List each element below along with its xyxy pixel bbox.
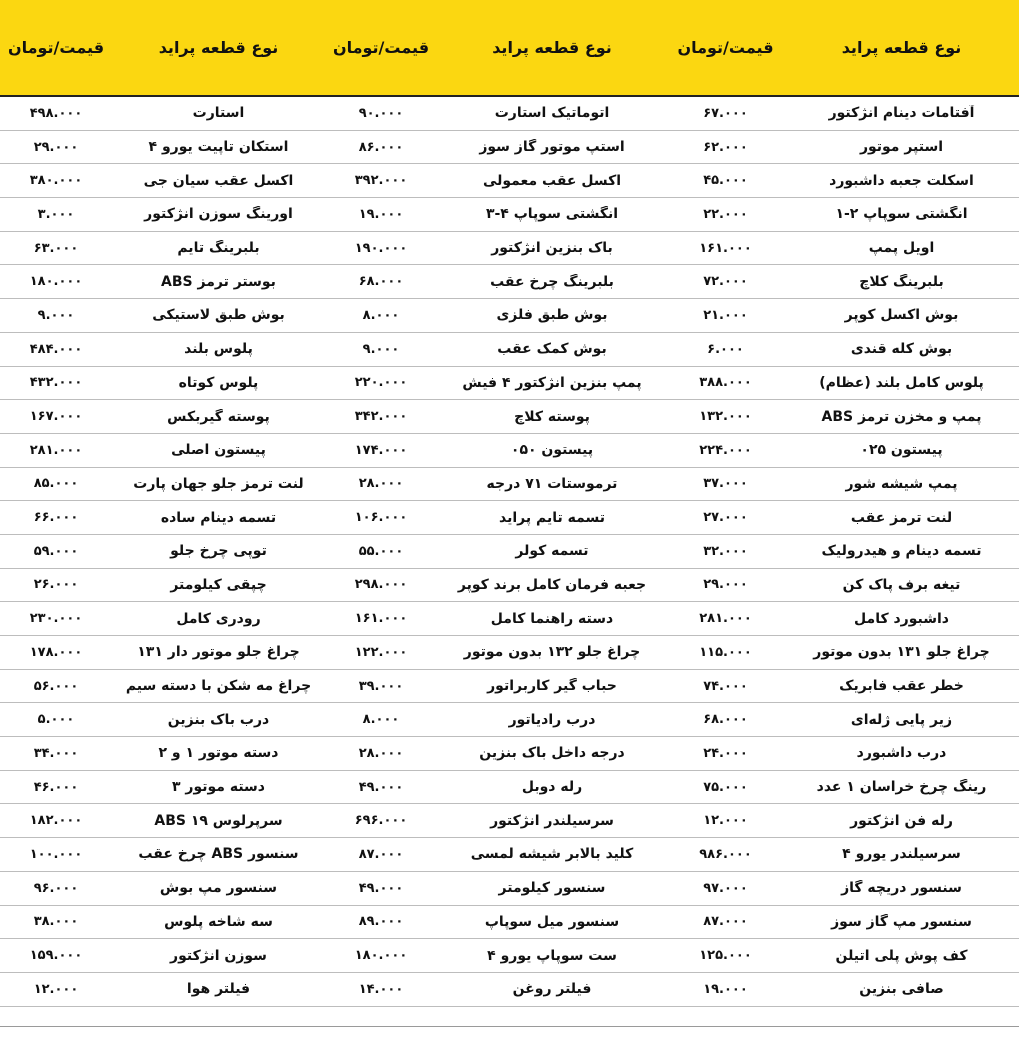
price-cell: ۲۹۸.۰۰۰ [354,577,408,593]
price-cell: ۳۹۲.۰۰۰ [354,173,408,189]
price-cell: ۴۹۸.۰۰۰ [29,105,83,121]
part-name-cell: بلبرینگ چرخ عقب [490,273,614,290]
part-name-cell: سنسور میل سوپاپ [484,913,620,930]
price-cell: ۲۲۰.۰۰۰ [354,375,408,391]
part-name-cell: چراغ مه شکن با دسته سیم [125,678,312,695]
part-name-cell: سنسور دریچه گاز [841,880,962,897]
part-name-cell: انگشتی سوپاپ ۴-۳ [485,206,619,223]
part-name-cell: استکان تاپیت یورو ۴ [148,139,289,156]
price-cell: ۶۸.۰۰۰ [358,274,404,290]
price-cell: ۱۹۰.۰۰۰ [354,240,408,256]
price-cell: ۹۸۶.۰۰۰ [699,846,752,862]
price-cell: ۸۶.۰۰۰ [358,139,404,155]
table-row [0,299,1019,333]
price-cell: ۳.۰۰۰ [37,206,75,222]
table-row [0,872,1019,906]
table-row [0,737,1019,771]
price-cell: ۱۹.۰۰۰ [703,981,748,997]
part-name-cell: پیستون ۰۵۰ [510,442,594,459]
table-row [0,97,1019,131]
price-cell: ۹.۰۰۰ [37,307,75,323]
part-name-cell: درب داشبورد [856,745,947,762]
table-row [0,434,1019,468]
price-cell: ۴۸۴.۰۰۰ [29,341,83,357]
part-name-cell: باک بنزین انژکتور [491,240,613,257]
part-name-cell: سنسور کیلومتر [498,880,606,897]
part-name-cell: اورینگ سوزن انژکتور [144,206,293,223]
part-name-cell: صافی بنزین [859,981,944,998]
part-name-cell: ترموستات ۷۱ درجه [486,475,618,492]
divider [0,1026,1019,1027]
table-row [0,333,1019,367]
price-cell: ۶۳.۰۰۰ [33,240,79,256]
price-cell: ۸.۰۰۰ [362,712,400,728]
part-name-cell: رینگ چرخ خراسان ۱ عدد [816,779,987,796]
price-cell: ۱۶۱.۰۰۰ [354,611,408,627]
part-name-cell: سرسیلندر انژکتور [490,812,614,829]
header-part-3: نوع قطعه پراید [158,38,279,57]
price-cell: ۱۸۰.۰۰۰ [354,948,408,964]
price-cell: ۲۹.۰۰۰ [703,577,748,593]
table-row [0,367,1019,401]
part-name-cell: توپی چرخ جلو [170,543,267,560]
price-cell: ۶.۰۰۰ [707,341,744,357]
part-name-cell: سه شاخه پلوس [164,913,273,930]
price-cell: ۹۰.۰۰۰ [358,105,404,121]
price-cell: ۶۷.۰۰۰ [703,105,748,121]
price-cell: ۲۸۱.۰۰۰ [29,442,83,458]
part-name-cell: تسمه کولر [515,543,589,560]
price-cell: ۳۴۲.۰۰۰ [354,409,408,425]
table-row [0,771,1019,805]
part-name-cell: رودری کامل [176,610,261,627]
price-cell: ۱۶۱.۰۰۰ [699,240,752,256]
part-name-cell: بوش طبق لاستیکی [152,307,285,324]
part-name-cell: درجه داخل باک بنزین [479,745,625,762]
part-name-cell: چراغ جلو ۱۳۲ بدون موتور [463,644,641,661]
part-name-cell: استپ موتور گاز سوز [479,139,625,156]
part-name-cell: سنسور ABS چرخ عقب [138,846,299,863]
price-cell: ۱۷۸.۰۰۰ [29,644,83,660]
price-cell: ۲۱.۰۰۰ [703,307,748,323]
part-name-cell: چراغ جلو ۱۳۱ بدون موتور [813,644,990,661]
price-cell: ۳۹.۰۰۰ [358,678,404,694]
part-name-cell: سوزن انژکتور [170,947,267,964]
part-name-cell: تسمه دینام و هیدرولیک [821,543,982,560]
part-name-cell: استپر موتور [859,139,944,156]
table-row [0,232,1019,266]
table-row [0,265,1019,299]
table-row [0,164,1019,198]
header-price-1: قیمت/تومان [677,38,774,57]
price-cell: ۶۲.۰۰۰ [703,139,748,155]
part-name-cell: تسمه تایم پراید [499,509,605,526]
part-name-cell: اسکلت جعبه داشبورد [829,172,974,189]
part-name-cell: سرسیلندر یورو ۴ [842,846,961,863]
part-name-cell: آفتامات دینام انژکتور [828,105,975,122]
price-cell: ۱۹.۰۰۰ [358,206,404,222]
part-name-cell: لنت ترمز جلو جهان پارت [133,475,304,492]
price-cell: ۳۸.۰۰۰ [33,914,79,930]
price-cell: ۲۸.۰۰۰ [358,476,404,492]
price-cell: ۵۵.۰۰۰ [358,543,404,559]
table-header [0,0,1019,97]
table-row [0,131,1019,165]
price-cell: ۳۷.۰۰۰ [703,476,748,492]
price-cell: ۱۰۰.۰۰۰ [29,846,83,862]
part-name-cell: پوسته گیربکس [167,408,270,425]
part-name-cell: اتوماتیک استارت [494,105,610,122]
part-name-cell: داشبورد کامل [854,610,949,627]
price-cell: ۱۸۰.۰۰۰ [29,274,83,290]
price-cell: ۱۷۴.۰۰۰ [354,442,408,458]
table-row [0,468,1019,502]
table-row [0,939,1019,973]
part-name-cell: حباب گیر کاربراتور [487,678,617,695]
part-name-cell: استارت [192,105,245,122]
price-cell: ۲۸۱.۰۰۰ [699,611,752,627]
part-name-cell: پمپ شیشه شور [845,475,958,492]
table-row [0,198,1019,232]
table-row [0,906,1019,940]
part-name-cell: پوسته کلاچ [514,408,590,425]
header-price-3: قیمت/تومان [7,38,105,57]
part-name-cell: پلوس کامل بلند (عظام) [819,374,984,391]
part-name-cell: خطر عقب فابریک [839,678,964,695]
part-name-cell: تیغه برف پاک کن [842,576,961,593]
price-cell: ۲۶.۰۰۰ [33,577,79,593]
header-part-1: نوع قطعه پراید [841,38,962,57]
price-cell: ۴۹.۰۰۰ [358,779,404,795]
price-cell: ۳۴.۰۰۰ [33,745,79,761]
price-cell: ۱۲.۰۰۰ [703,813,748,829]
price-cell: ۶۸.۰۰۰ [703,712,748,728]
part-name-cell: پیستون ۰۲۵ [860,442,943,459]
part-name-cell: بلبرینگ کلاچ [859,273,944,290]
price-cell: ۲۳۰.۰۰۰ [29,611,83,627]
part-name-cell: فیلتر روغن [512,981,592,998]
header-part-2: نوع قطعه پراید [492,38,612,57]
price-cell: ۶۹۶.۰۰۰ [354,813,408,829]
part-name-cell: پلوس کوتاه [178,374,259,391]
price-cell: ۱۸۲.۰۰۰ [29,813,83,829]
part-name-cell: سنسور مپ بوش [159,880,278,897]
price-cell: ۱۳۲.۰۰۰ [699,409,752,425]
part-name-cell: زیر پایی ژله‌ای [850,711,953,728]
table-row [0,670,1019,704]
part-name-cell: پیستون اصلی [171,442,266,459]
table-row [0,703,1019,737]
price-cell: ۸۵.۰۰۰ [33,476,79,492]
part-name-cell: اکسل عقب معمولی [482,172,622,189]
part-name-cell: جعبه فرمان کامل برند کوپر [457,576,647,593]
price-cell: ۵۶.۰۰۰ [33,678,79,694]
part-name-cell: درب باک بنزین [167,711,270,728]
table-row [0,804,1019,838]
price-cell: ۸.۰۰۰ [362,307,400,323]
part-name-cell: اویل پمپ [868,240,935,257]
price-cell: ۸۷.۰۰۰ [703,914,748,930]
table-row [0,400,1019,434]
price-cell: ۴۳۲.۰۰۰ [29,375,83,391]
price-cell: ۷۲.۰۰۰ [703,274,748,290]
part-name-cell: تسمه دینام ساده [160,509,277,526]
part-name-cell: ست سوپاپ یورو ۴ [487,947,617,964]
part-name-cell: پلوس بلند [184,341,253,358]
price-cell: ۷۴.۰۰۰ [703,678,748,694]
part-name-cell: لنت ترمز عقب [850,509,953,526]
price-cell: ۱۴.۰۰۰ [358,981,404,997]
table-row [0,602,1019,636]
part-name-cell: اکسل عقب سیان جی [143,172,294,189]
part-name-cell: انگشتی سوپاپ ۲-۱ [835,206,968,223]
part-name-cell: کف پوش پلی اتیلن [835,947,968,964]
price-cell: ۹۶.۰۰۰ [33,880,79,896]
table-row [0,973,1019,1007]
part-name-cell: چپقی کیلومتر [170,576,267,593]
part-name-cell: دسته موتور ۳ [172,779,265,796]
part-name-cell: رله دوبل [521,779,583,796]
price-cell: ۲۹.۰۰۰ [33,139,79,155]
part-name-cell: بلبرینگ تایم [177,240,260,257]
price-cell: ۲۲.۰۰۰ [703,206,748,222]
part-name-cell: فیلتر هوا [186,981,251,998]
price-cell: ۲۷.۰۰۰ [703,510,748,526]
price-cell: ۲۸.۰۰۰ [358,745,404,761]
price-cell: ۴۵.۰۰۰ [703,173,748,189]
part-name-cell: بوش اکسل کوپر [844,307,959,324]
price-cell: ۹.۰۰۰ [362,341,400,357]
part-name-cell: پمپ بنزین انژکتور ۴ فیش [462,374,642,391]
part-name-cell: سنسور مپ گاز سوز [831,913,972,930]
table-row [0,569,1019,603]
table-row [0,535,1019,569]
price-cell: ۵۹.۰۰۰ [33,543,79,559]
price-cell: ۱۲۲.۰۰۰ [354,644,408,660]
price-cell: ۴۹.۰۰۰ [358,880,404,896]
part-name-cell: کلید بالابر شیشه لمسی [470,846,634,863]
price-cell: ۱۱۵.۰۰۰ [699,644,752,660]
price-cell: ۱۵۹.۰۰۰ [29,948,83,964]
header-price-2: قیمت/تومان [332,38,430,57]
price-cell: ۱۶۷.۰۰۰ [29,409,83,425]
price-cell: ۴۶.۰۰۰ [33,779,79,795]
price-cell: ۶۶.۰۰۰ [33,510,79,526]
table-row [0,838,1019,872]
price-cell: ۸۷.۰۰۰ [358,846,404,862]
part-name-cell: دسته راهنما کامل [490,610,614,627]
price-cell: ۳۸۸.۰۰۰ [699,375,752,391]
price-cell: ۲۲۴.۰۰۰ [699,442,752,458]
part-name-cell: بوستر ترمز ABS [161,273,276,290]
price-cell: ۲۴.۰۰۰ [703,745,748,761]
part-name-cell: بوش کله قندی [850,341,953,358]
part-name-cell: سرپرلوس ۱۹ ABS [154,812,283,829]
part-name-cell: درب رادیاتور [508,711,596,728]
price-cell: ۳۸۰.۰۰۰ [29,173,83,189]
table-body [0,97,1019,1007]
table-row [0,636,1019,670]
price-cell: ۱۲۵.۰۰۰ [699,948,752,964]
price-cell: ۸۹.۰۰۰ [358,914,404,930]
part-name-cell: بوش کمک عقب [497,341,607,358]
price-cell: ۳۲.۰۰۰ [703,543,748,559]
price-cell: ۷۵.۰۰۰ [703,779,748,795]
price-cell: ۱۲.۰۰۰ [33,981,79,997]
part-name-cell: بوش طبق فلزی [496,307,608,324]
part-name-cell: دسته موتور ۱ و ۲ [158,745,279,762]
part-name-cell: رله فن انژکتور [850,812,953,829]
price-cell: ۹۷.۰۰۰ [703,880,748,896]
table-row [0,501,1019,535]
price-cell: ۱۰۶.۰۰۰ [354,510,408,526]
part-name-cell: پمپ و مخزن ترمز ABS [821,408,982,425]
price-cell: ۵.۰۰۰ [37,712,75,728]
part-name-cell: چراغ جلو موتور دار ۱۳۱ [137,644,300,661]
